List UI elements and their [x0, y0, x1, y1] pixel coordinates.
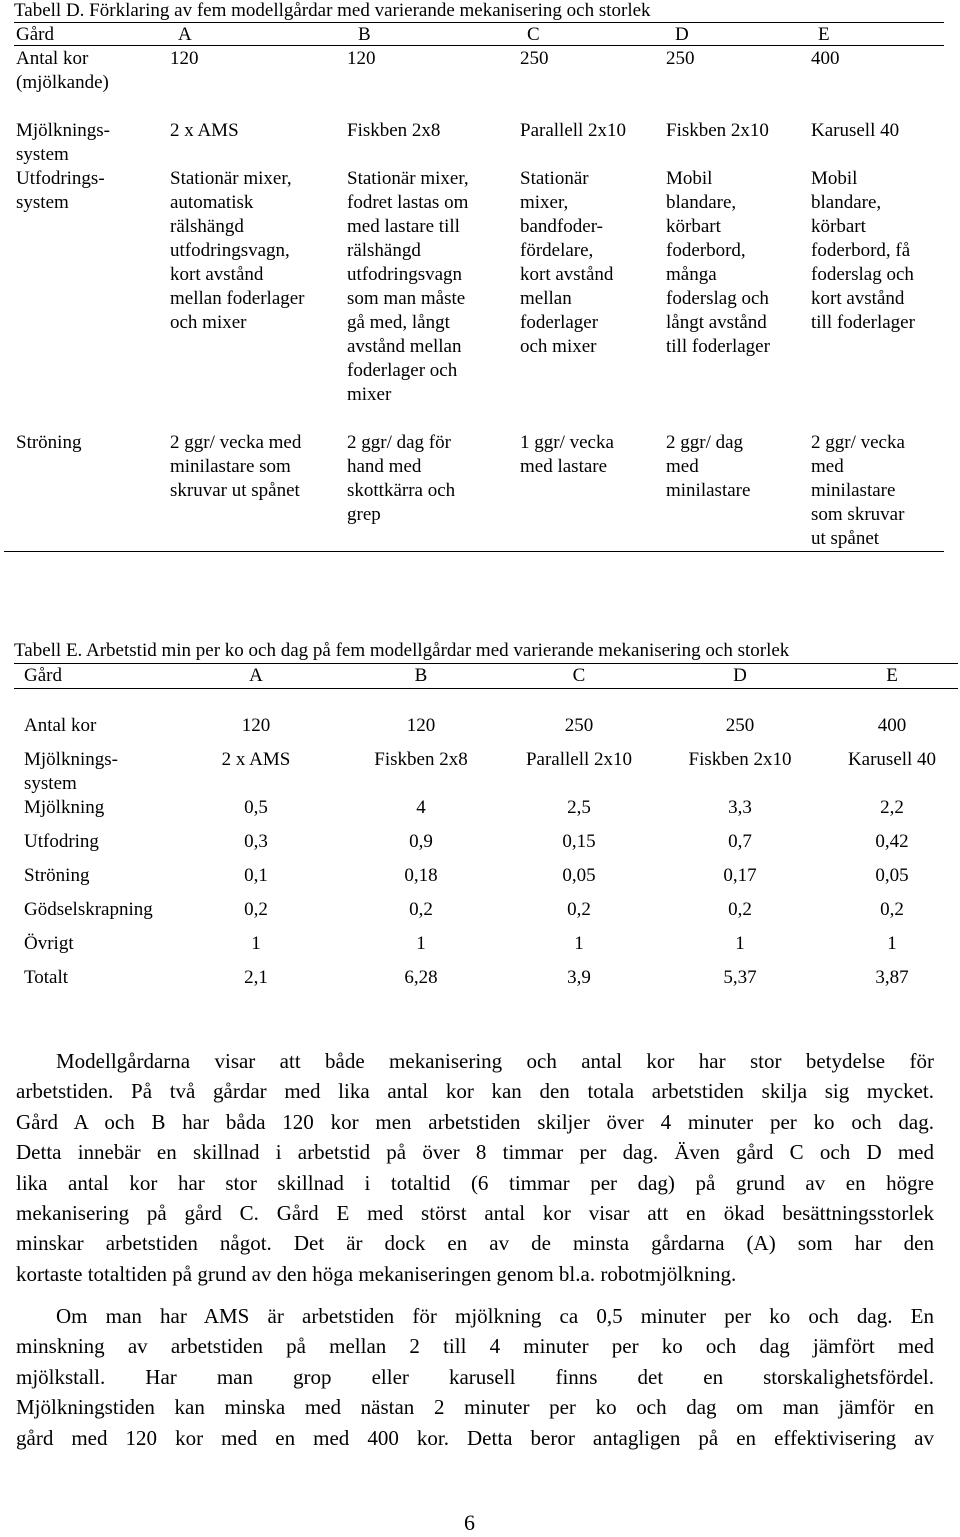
table-d-cell — [811, 167, 915, 335]
table-d-cell — [520, 431, 614, 479]
table-d-cell — [170, 119, 239, 143]
table-d-cell-line: minilastare — [811, 480, 896, 501]
table-e-cell: 2,5 — [567, 797, 591, 818]
table-e-cell: 6,28 — [404, 967, 438, 988]
table-e-cell: 0,15 — [562, 831, 596, 852]
paragraph — [16, 1046, 934, 1289]
paragraph-line: minskar arbetstiden något. Det är dock en av de minsta gårdarna (A) som har den — [16, 1231, 934, 1256]
table-d-cell — [520, 119, 626, 143]
table-e-cell: 3,87 — [875, 967, 909, 988]
table-e-header-d: D — [733, 665, 747, 686]
table-d-row-label-line: system — [16, 144, 69, 165]
table-d-header-e: E — [818, 24, 830, 45]
table-d-cell-line: Karusell 40 — [811, 120, 900, 141]
table-e-caption: Tabell E. Arbetstid min per ko och dag på fem modellgårdar med varierande mekanisering och storlek — [14, 640, 790, 661]
table-d-row-label — [16, 119, 110, 167]
table-d-cell-line: foderbord, — [666, 240, 746, 261]
table-d-cell-line: som man måste — [347, 288, 466, 309]
table-d-cell-line: till foderlager — [666, 336, 770, 357]
table-e-cell: Fiskben 2x10 — [688, 749, 792, 770]
table-d-cell-line: skruvar ut spånet — [170, 480, 300, 501]
table-e-row-label — [24, 864, 89, 888]
table-d-top-rule — [14, 22, 944, 23]
table-d-cell-line: med lastare — [520, 456, 608, 477]
table-e-cell: 1 — [251, 933, 261, 954]
table-d-cell-line: 2 ggr/ dag för — [347, 432, 451, 453]
paragraph-line: kortaste totaltiden på grund av den höga mekaniseringen genom bl.a. robotmjölkning. — [16, 1261, 737, 1286]
table-d-cell-line: med — [666, 456, 699, 477]
table-e-cell: 250 — [564, 715, 594, 736]
table-d-cell-line: mellan — [520, 288, 572, 309]
table-d-cell — [347, 119, 440, 143]
table-d-cell-line: rälshängd — [347, 240, 421, 261]
table-d-cell-line: 120 — [170, 48, 199, 69]
table-e-top-rule — [14, 663, 958, 664]
table-e-cell: 2 x AMS — [221, 749, 291, 770]
table-d-cell-line: Stationär mixer, — [170, 168, 292, 189]
table-e-row-label-line: Mjölknings- — [24, 749, 118, 770]
table-e-cell: 3,3 — [728, 797, 752, 818]
table-d-cell-line: ut spånet — [811, 528, 880, 549]
table-d-cell — [170, 167, 305, 335]
table-e-row-label — [24, 966, 68, 990]
paragraph-line: Mjölkningstiden kan minska med nästan 2 minuter per ko och dag om man jämför en — [16, 1395, 934, 1420]
table-e-row-label — [24, 748, 118, 796]
table-d-cell-line: 400 — [811, 48, 840, 69]
table-d-cell-line: till foderlager — [811, 312, 915, 333]
table-e-row-label — [24, 714, 96, 738]
table-d-cell-line: med lastare till — [347, 216, 460, 237]
table-d-cell-line: långt avstånd — [666, 312, 767, 333]
table-d-row-label — [16, 167, 105, 215]
table-d-cell-line: minilastare — [666, 480, 751, 501]
table-e-cell: 0,42 — [875, 831, 909, 852]
table-e-cell: 1 — [887, 933, 897, 954]
table-d-cell-line: hand med — [347, 456, 422, 477]
table-d-cell-line: som skruvar — [811, 504, 905, 525]
table-d-cell-line: foderlager — [520, 312, 599, 333]
table-d-cell-line: 1 ggr/ vecka — [520, 432, 614, 453]
table-e-header-b: B — [414, 665, 428, 686]
paragraph — [16, 1301, 934, 1453]
table-d-cell-line: foderslag och — [811, 264, 914, 285]
table-d-header-c: C — [527, 24, 540, 45]
table-d-cell-line: 2 ggr/ vecka — [811, 432, 905, 453]
table-e-cell: 120 — [406, 715, 436, 736]
table-d-cell-line: foderbord, få — [811, 240, 911, 261]
table-e-cell: 1 — [574, 933, 584, 954]
table-d-cell-line: 2 ggr/ vecka med — [170, 432, 302, 453]
table-e-cell: 0,2 — [880, 899, 904, 920]
table-d-header-label: Gård — [16, 24, 54, 45]
table-e-row-label-line: Utfodring — [24, 831, 99, 852]
table-d-cell-line: foderslag och — [666, 288, 769, 309]
table-d-cell-line: skottkärra och — [347, 480, 456, 501]
table-d-cell-line: 250 — [520, 48, 549, 69]
table-d-cell-line: Stationär mixer, — [347, 168, 469, 189]
table-d-cell-line: kort avstånd — [520, 264, 614, 285]
table-d-row-label — [16, 431, 81, 455]
table-e-cell: 1 — [735, 933, 745, 954]
table-d-cell — [666, 167, 770, 359]
table-e-header-label: Gård — [24, 665, 62, 686]
table-d-cell-line: Mobil — [811, 168, 858, 189]
table-d-caption: Tabell D. Förklaring av fem modellgårdar med varierande mekanisering och storlek — [14, 0, 651, 21]
table-d-row-label-line: system — [16, 192, 69, 213]
table-d-cell-line: och mixer — [520, 336, 597, 357]
table-e-cell: 0,05 — [875, 865, 909, 886]
table-e-cell: 0,05 — [562, 865, 596, 886]
table-d-cell-line: grep — [347, 504, 381, 525]
table-d-cell-line: blandare, — [811, 192, 882, 213]
table-d-cell — [520, 167, 613, 359]
table-d-cell-line: 2 x AMS — [170, 120, 239, 141]
table-e-cell: 0,2 — [244, 899, 268, 920]
table-d-cell-line: Fiskben 2x8 — [347, 120, 441, 141]
table-d-row-label — [16, 47, 109, 95]
table-e-cell: 0,3 — [244, 831, 268, 852]
table-e-cell: 0,17 — [723, 865, 757, 886]
table-e-cell: 0,18 — [404, 865, 438, 886]
table-d-cell-line: 2 ggr/ dag — [666, 432, 744, 453]
table-d-cell-line: kort avstånd — [170, 264, 264, 285]
paragraph-line: Modellgårdarna visar att både mekanisering och antal kor har stor betydelse för — [56, 1049, 934, 1073]
table-e-cell: 250 — [725, 715, 755, 736]
table-d-cell — [170, 431, 301, 503]
page-number: 6 — [464, 1510, 475, 1535]
table-d-cell — [170, 47, 199, 71]
table-d-cell-line: mixer — [347, 384, 392, 405]
table-e-cell: 2,1 — [244, 967, 268, 988]
table-d-row-label-line: Antal kor — [16, 48, 89, 69]
table-e-cell: 0,9 — [409, 831, 433, 852]
paragraph-line: mekanisering på gård C. Gård E med störst antal kor visar att en ökad besättningsstorlek — [16, 1200, 934, 1225]
paragraph-line: gård med 120 kor med en med 400 kor. Detta beror antagligen på en effektivisering av — [16, 1425, 934, 1450]
table-d-cell-line: med — [811, 456, 844, 477]
table-e-row-label-line: Gödselskrapning — [24, 899, 153, 920]
table-e-row-label — [24, 898, 153, 922]
table-d-cell-line: rälshängd — [170, 216, 244, 237]
table-d-cell-line: fördelare, — [520, 240, 594, 261]
table-e-cell: Parallell 2x10 — [525, 749, 633, 770]
table-d-cell-line: bandfoder- — [520, 216, 603, 237]
table-d-header-rule — [14, 45, 944, 46]
table-e-cell: 0,7 — [728, 831, 752, 852]
table-d-cell — [666, 47, 695, 71]
paragraph-line: mjölkstall. Har man grop eller karusell finns det en storskalighetsfördel. — [16, 1364, 934, 1389]
table-d-cell-line: mellan foderlager — [170, 288, 305, 309]
table-d-header-a: A — [178, 24, 192, 45]
table-e-cell: 120 — [241, 715, 271, 736]
paragraph-line: Om man har AMS är arbetstiden för mjölkning ca 0,5 minuter per ko och dag. En — [56, 1304, 934, 1328]
table-d-cell-line: Mobil — [666, 168, 713, 189]
table-e-cell: 0,2 — [409, 899, 433, 920]
table-d-cell — [347, 47, 376, 71]
table-d-cell — [811, 431, 905, 551]
table-e-row-label — [24, 796, 104, 820]
table-d-cell-line: Fiskben 2x10 — [666, 120, 769, 141]
table-e-row-label-line: Övrigt — [24, 933, 74, 954]
table-e-cell: 0,2 — [728, 899, 752, 920]
table-e-row-label — [24, 932, 74, 956]
table-d-cell-line: foderlager och — [347, 360, 458, 381]
table-e-header-e: E — [886, 665, 898, 686]
table-d-cell-line: kort avstånd — [811, 288, 905, 309]
table-e-cell: 400 — [877, 715, 907, 736]
table-e-row-label-line: system — [24, 773, 77, 794]
paragraph-line: arbetstiden. På två gårdar med lika antal kor kan den totala arbetstiden skilja sig mycket. — [16, 1079, 934, 1104]
table-d-cell-line: automatisk — [170, 192, 254, 213]
table-d-row-label-line: Mjölknings- — [16, 120, 110, 141]
table-d-row-label-line: Ströning — [16, 432, 82, 453]
table-d-cell — [520, 47, 549, 71]
table-d-cell-line: Stationär — [520, 168, 589, 189]
table-e-cell: Karusell 40 — [847, 749, 937, 770]
table-d-cell-line: blandare, — [666, 192, 737, 213]
table-e-row-label-line: Mjölkning — [24, 797, 105, 818]
table-d-bottom-rule — [4, 551, 944, 552]
table-d-cell-line: 120 — [347, 48, 376, 69]
table-d-cell-line: mixer, — [520, 192, 569, 213]
table-e-cell: 2,2 — [880, 797, 904, 818]
table-d-cell-line: gå med, långt — [347, 312, 450, 333]
table-d-cell-line: Parallell 2x10 — [520, 120, 627, 141]
table-e-header-rule — [14, 688, 958, 689]
paragraph-line: Detta innebär en skillnad i arbetstid på över 8 timmar per dag. Även gård C och D med — [16, 1140, 934, 1165]
table-d-cell-line: utfodringsvagn — [347, 264, 463, 285]
table-d-cell-line: 250 — [666, 48, 695, 69]
table-d-cell — [347, 167, 469, 407]
table-d-cell — [347, 431, 455, 527]
table-d-cell — [811, 119, 899, 143]
paragraph-line: minskning av arbetstiden på mellan 2 till 4 minuter per ko och dag jämfört med — [16, 1334, 934, 1359]
table-d-header-d: D — [675, 24, 689, 45]
table-e-cell: 1 — [416, 933, 426, 954]
table-d-cell — [811, 47, 840, 71]
table-e-cell: 0,1 — [244, 865, 268, 886]
paragraph-line: Gård A och B har båda 120 kor men arbetstiden skiljer över 4 minuter per ko och dag. — [16, 1109, 934, 1134]
table-d-cell-line: utfodringsvagn, — [170, 240, 290, 261]
table-e-cell: 0,5 — [244, 797, 268, 818]
table-d-cell-line: avstånd mellan — [347, 336, 462, 357]
table-d-cell-line: fodret lastas om — [347, 192, 469, 213]
table-e-row-label-line: Antal kor — [24, 715, 97, 736]
table-d-cell-line: och mixer — [170, 312, 247, 333]
table-e-row-label-line: Totalt — [24, 967, 69, 988]
table-d-cell-line: körbart — [811, 216, 866, 237]
table-d-cell — [666, 119, 769, 143]
table-e-cell: 4 — [416, 797, 426, 818]
table-d-row-label-line: Utfodrings- — [16, 168, 105, 189]
table-e-cell: 5,37 — [723, 967, 757, 988]
table-e-cell: 0,2 — [567, 899, 591, 920]
table-d-header-b: B — [358, 24, 371, 45]
paragraph-line: lika antal kor har stor skillnad i totaltid (6 timmar per dag) på grund av en högre — [16, 1170, 934, 1195]
table-d-cell-line: minilastare som — [170, 456, 291, 477]
table-e-row-label-line: Ströning — [24, 865, 90, 886]
table-d-cell-line: körbart — [666, 216, 721, 237]
table-d-cell — [666, 431, 750, 503]
table-e-header-a: A — [249, 665, 263, 686]
table-e-cell: Fiskben 2x8 — [374, 749, 468, 770]
table-d-row-label-line: (mjölkande) — [16, 72, 109, 93]
table-d-cell-line: många — [666, 264, 717, 285]
table-e-cell: 3,9 — [567, 967, 591, 988]
table-e-header-c: C — [572, 665, 586, 686]
table-e-row-label — [24, 830, 99, 854]
